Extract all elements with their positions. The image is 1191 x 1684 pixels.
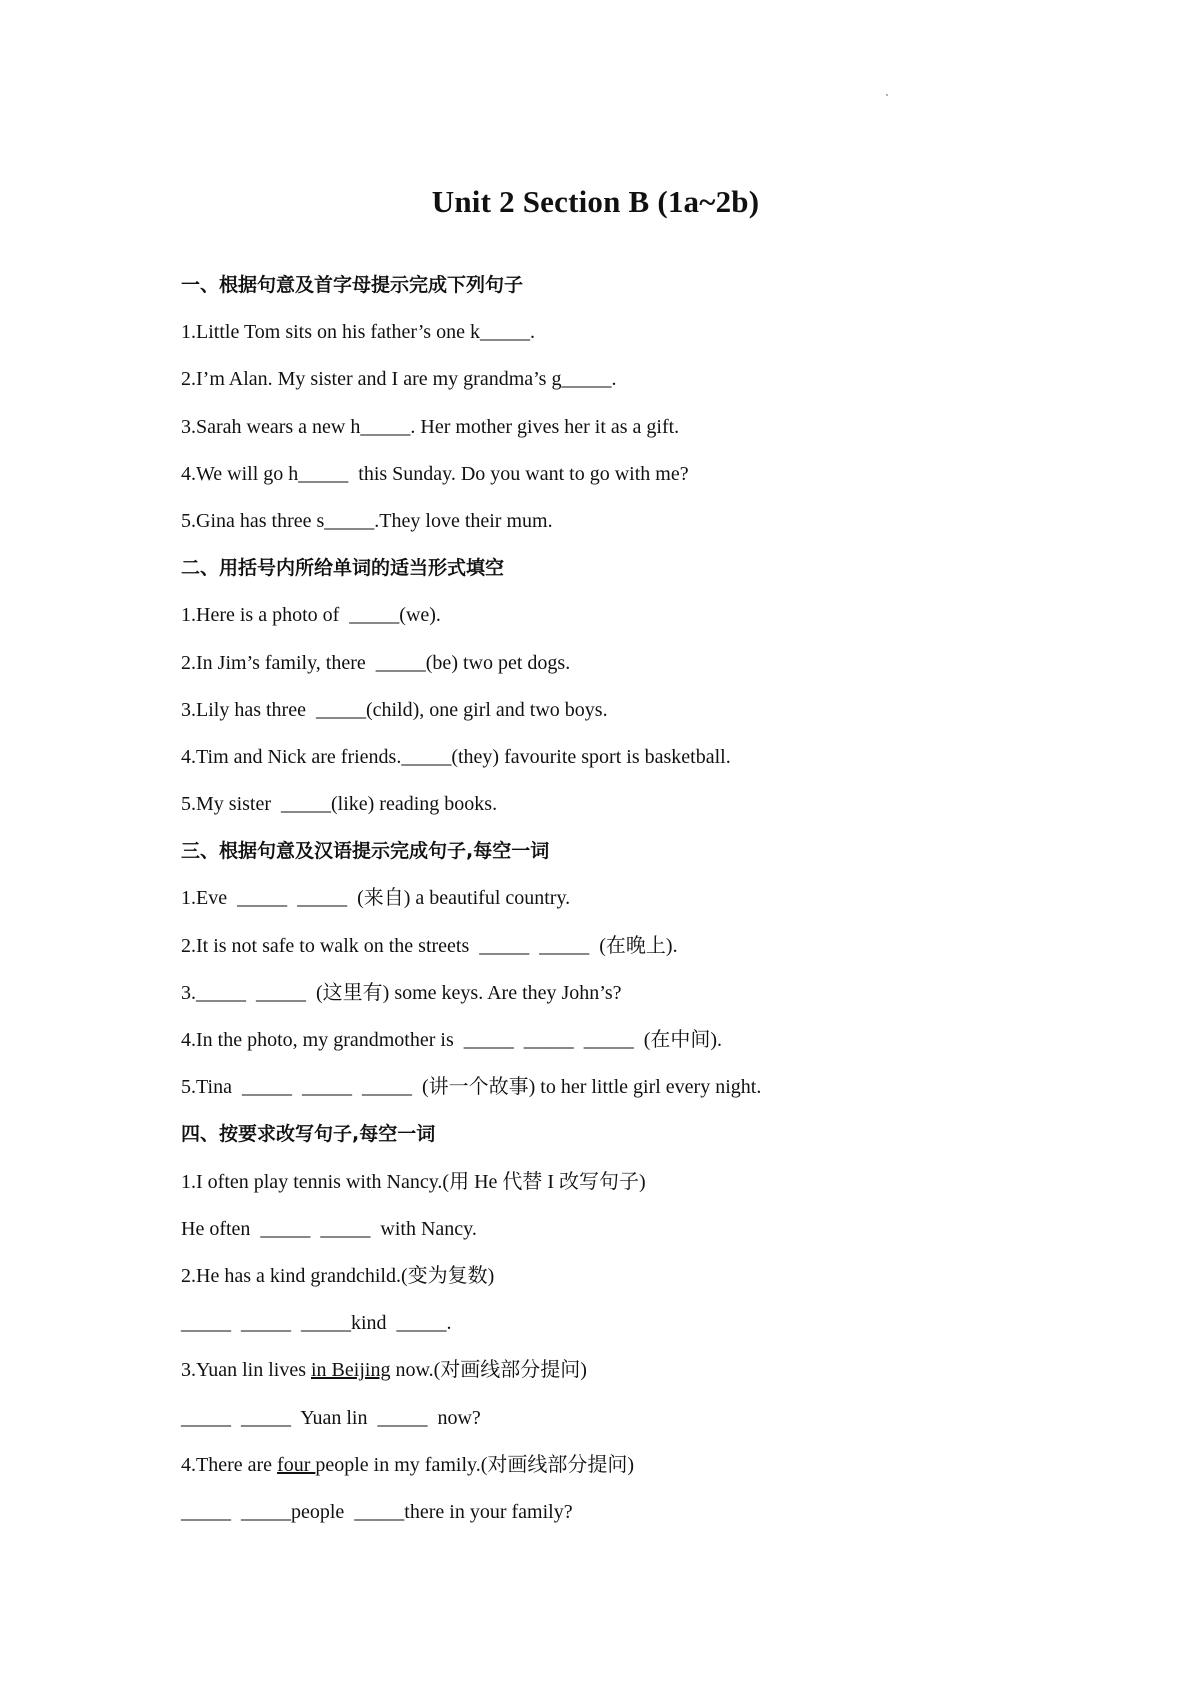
question-line: 5.Gina has three s_____.They love their mum.: [181, 509, 553, 532]
section-heading: 二、用括号内所给单词的适当形式填空: [181, 557, 505, 580]
question-line: 1.Eve _____ _____ (来自) a beautiful country.: [181, 887, 571, 910]
question-line: 1.Here is a photo of _____(we).: [181, 604, 441, 627]
question-line: _____ _____people _____there in your family?: [181, 1500, 573, 1523]
worksheet-body: [181, 262, 1141, 1536]
question-line: 2.In Jim’s family, there _____(be) two pet dogs.: [181, 651, 571, 674]
question-line: 4.We will go h_____ this Sunday. Do you want to go with me?: [181, 462, 689, 485]
question-line: 4.Tim and Nick are friends._____(they) favourite sport is basketball.: [181, 745, 731, 768]
underlined-phrase: in Beijing: [311, 1359, 391, 1382]
text-fragment: 3.Yuan lin lives: [181, 1359, 311, 1382]
text-fragment: now.(对画线部分提问): [390, 1359, 587, 1382]
question-line: 2.It is not safe to walk on the streets _____ _____ (在晚上).: [181, 934, 678, 957]
question-line: 1.Little Tom sits on his father’s one k_____.: [181, 321, 535, 344]
question-line: _____ _____ Yuan lin _____ now?: [181, 1406, 481, 1429]
question-line: 3.Sarah wears a new h_____. Her mother gives her it as a gift.: [181, 415, 680, 438]
section-heading: 四、按要求改写句子,每空一词: [181, 1123, 436, 1146]
scan-dot-mark: [886, 94, 888, 96]
underlined-phrase: four: [277, 1453, 316, 1476]
question-line: 3.Lily has three _____(child), one girl and two boys.: [181, 698, 608, 721]
section-heading: 一、根据句意及首字母提示完成下列句子: [181, 274, 524, 296]
text-fragment: people in my family.(对画线部分提问): [315, 1453, 635, 1476]
question-line: 1.I often play tennis with Nancy.(用 He 代替 I 改写句子): [181, 1170, 646, 1193]
question-line: 5.Tina _____ _____ _____ (讲一个故事) to her little girl every night.: [181, 1076, 762, 1099]
question-line: 4.In the photo, my grandmother is _____ _____ _____ (在中间).: [181, 1029, 723, 1051]
question-line: 5.My sister _____(like) reading books.: [181, 793, 498, 816]
question-line: 2.He has a kind grandchild.(变为复数): [181, 1264, 495, 1287]
section-heading: 三、根据句意及汉语提示完成句子,每空一词: [181, 840, 550, 863]
question-line: 3._____ _____ (这里有) some keys. Are they John’s?: [181, 981, 622, 1004]
question-line: _____ _____ _____kind _____.: [181, 1312, 452, 1335]
text-fragment: 4.There are: [181, 1453, 278, 1476]
question-line: He often _____ _____ with Nancy.: [181, 1217, 477, 1240]
worksheet-title: Unit 2 Section B (1a~2b): [431, 184, 760, 219]
question-line: [181, 1347, 1141, 1394]
question-line: [181, 1442, 1141, 1489]
question-line: 2.I’m Alan. My sister and I are my grandma’s g_____.: [181, 368, 617, 391]
